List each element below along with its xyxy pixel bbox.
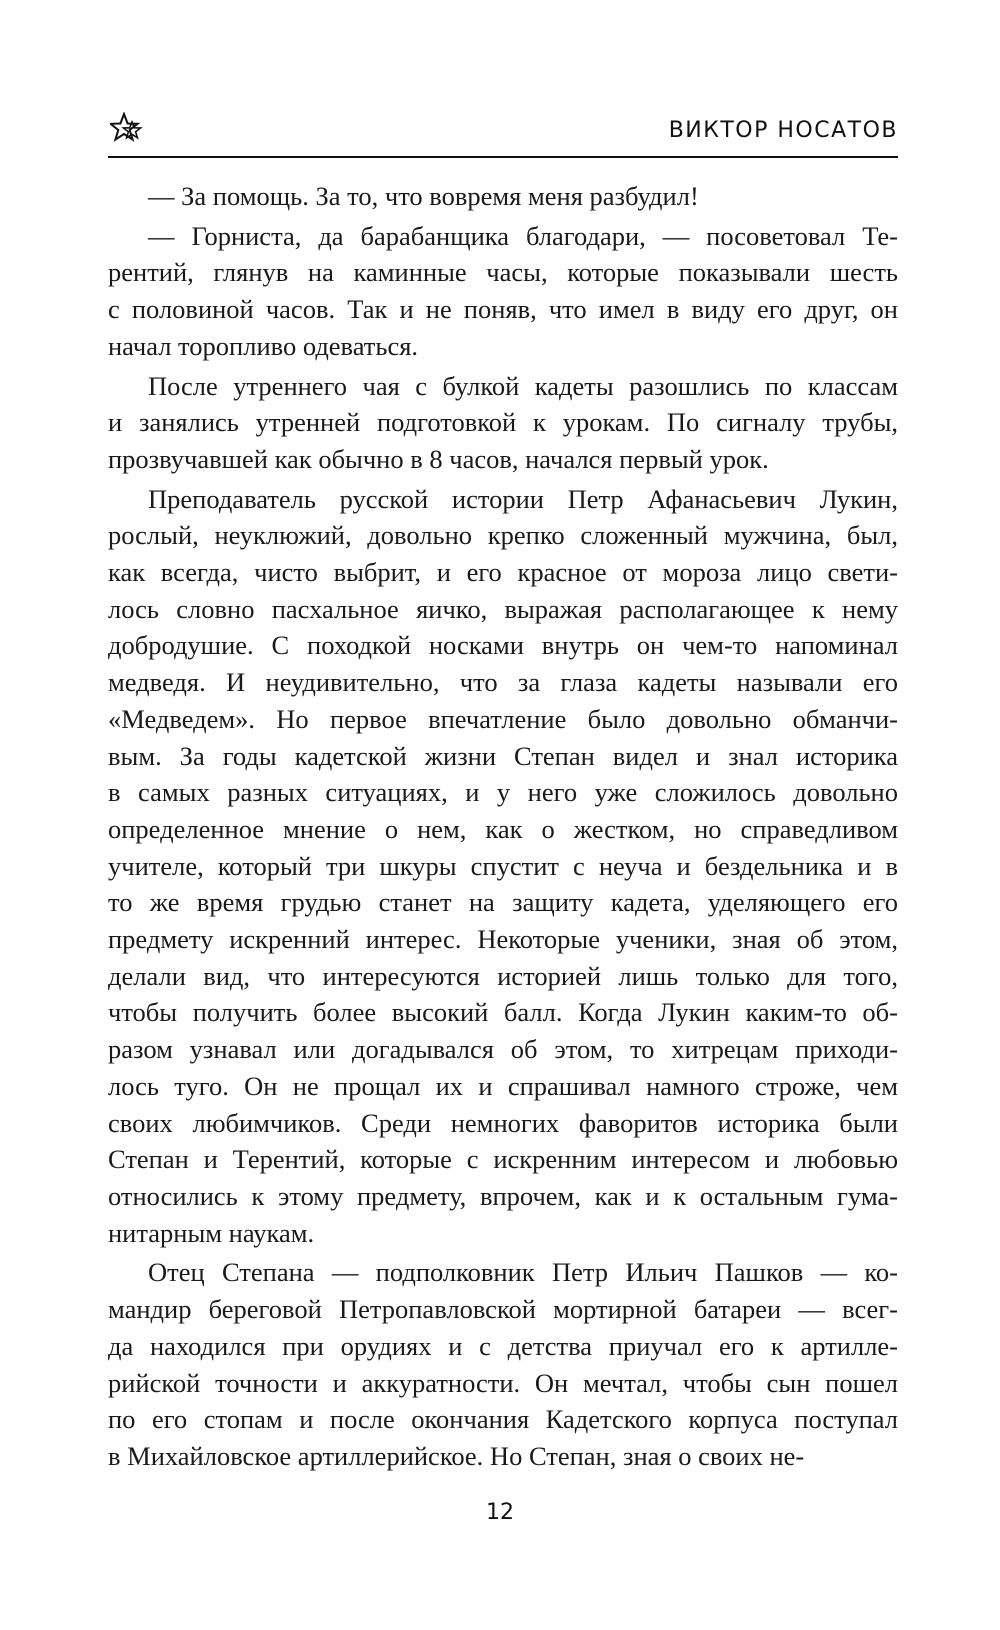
text-line: с половиной часов. Так и не поняв, что имел в виду его друг, он [108, 294, 898, 325]
text-line: лось словно пасхальное яичко, выражая располагающее к нему [108, 593, 898, 624]
page-number: 12 [486, 1500, 514, 1525]
text-line: в Михайловское артиллерийское. Но Степан, зная о своих не- [108, 1440, 805, 1471]
text-line: рентий, глянув на каминные часы, которые показывали шесть [108, 257, 898, 288]
text-line: мандир береговой Петропавловской мортирной батареи — всег- [108, 1294, 898, 1325]
text-line: учителе, который три шкуры спустит с неуча и бездельника и в [108, 850, 898, 881]
text-line: предмету искренний интерес. Некоторые ученики, зная об этом, [108, 924, 898, 955]
text-line: чтобы получить более высокий балл. Когда Лукин каким-то об- [108, 997, 898, 1028]
author-name: ВИКТОР НОСАТОВ [668, 118, 898, 143]
text-line: Преподаватель русской истории Петр Афанасьевич Лукин, [148, 483, 898, 514]
text-line: как всегда, чисто выбрит, и его красное от мороза лицо свети- [108, 557, 898, 588]
running-header [108, 110, 898, 158]
text-line: Степан и Терентий, которые с искренним интересом и любовью [108, 1144, 898, 1175]
text-line: рийской точности и аккуратности. Он мечтал, чтобы сын пошел [108, 1367, 898, 1398]
text-line: — За помощь. За то, что вовремя меня разбудил! [148, 181, 699, 211]
text-line: своих любимчиков. Среди немногих фаворитов историка были [108, 1107, 898, 1138]
text-line: в самых разных ситуациях, и у него уже сложилось довольно [108, 777, 898, 808]
text-line: определенное мнение о нем, как о жестком, но справедливом [108, 813, 898, 844]
text-line: разом узнавал или догадывался об этом, то хитрецам приходи- [108, 1034, 898, 1065]
text-line: прозвучавшей как обычно в 8 часов, начался первый урок. [108, 443, 769, 474]
text-line: делали вид, что интересуются историей лишь только для того, [108, 960, 898, 991]
text-line: относились к этому предмету, впрочем, как и к остальным гума- [108, 1180, 898, 1211]
paragraph [108, 218, 898, 365]
paragraph [108, 481, 898, 1252]
text-line: вым. За годы кадетской жизни Степан видел и знал историка [108, 740, 898, 771]
text-line: да находился при орудиях и с детства приучал его к артилле- [108, 1330, 898, 1361]
text-line: то же время грудью станет на защиту кадета, уделяющего его [108, 887, 898, 918]
text-line: медведя. И неудивительно, что за глаза кадеты называли его [108, 667, 898, 698]
paragraph [108, 368, 898, 478]
text-line: «Медведем». Но первое впечатление было довольно обманчи- [108, 703, 898, 734]
text-line: по его стопам и после окончания Кадетского корпуса поступал [108, 1404, 898, 1435]
text-line: лось туго. Он не прощал их и спрашивал намного строже, чем [108, 1070, 898, 1101]
text-line: рослый, неуклюжий, довольно крепко сложенный мужчина, был, [108, 520, 898, 551]
body-text [108, 178, 898, 1475]
paragraph [108, 1254, 898, 1474]
text-line: нитарным наукам. [108, 1217, 315, 1248]
text-line: После утреннего чая с булкой кадеты разошлись по классам [148, 370, 898, 401]
text-line: — Горниста, да барабанщика благодари, — посоветовал Те- [148, 220, 898, 251]
text-line: и занялись утренней подготовкой к урокам. По сигналу трубы, [108, 407, 898, 438]
paragraph [108, 178, 898, 215]
text-line: начал торопливо одеваться. [108, 330, 419, 361]
star-outline-icon [110, 112, 144, 146]
text-line: Отец Степана — подполковник Петр Ильич Пашков — ко- [148, 1257, 898, 1288]
text-line: добродушие. С походкой носками внутрь он чем-то напоминал [108, 630, 898, 661]
